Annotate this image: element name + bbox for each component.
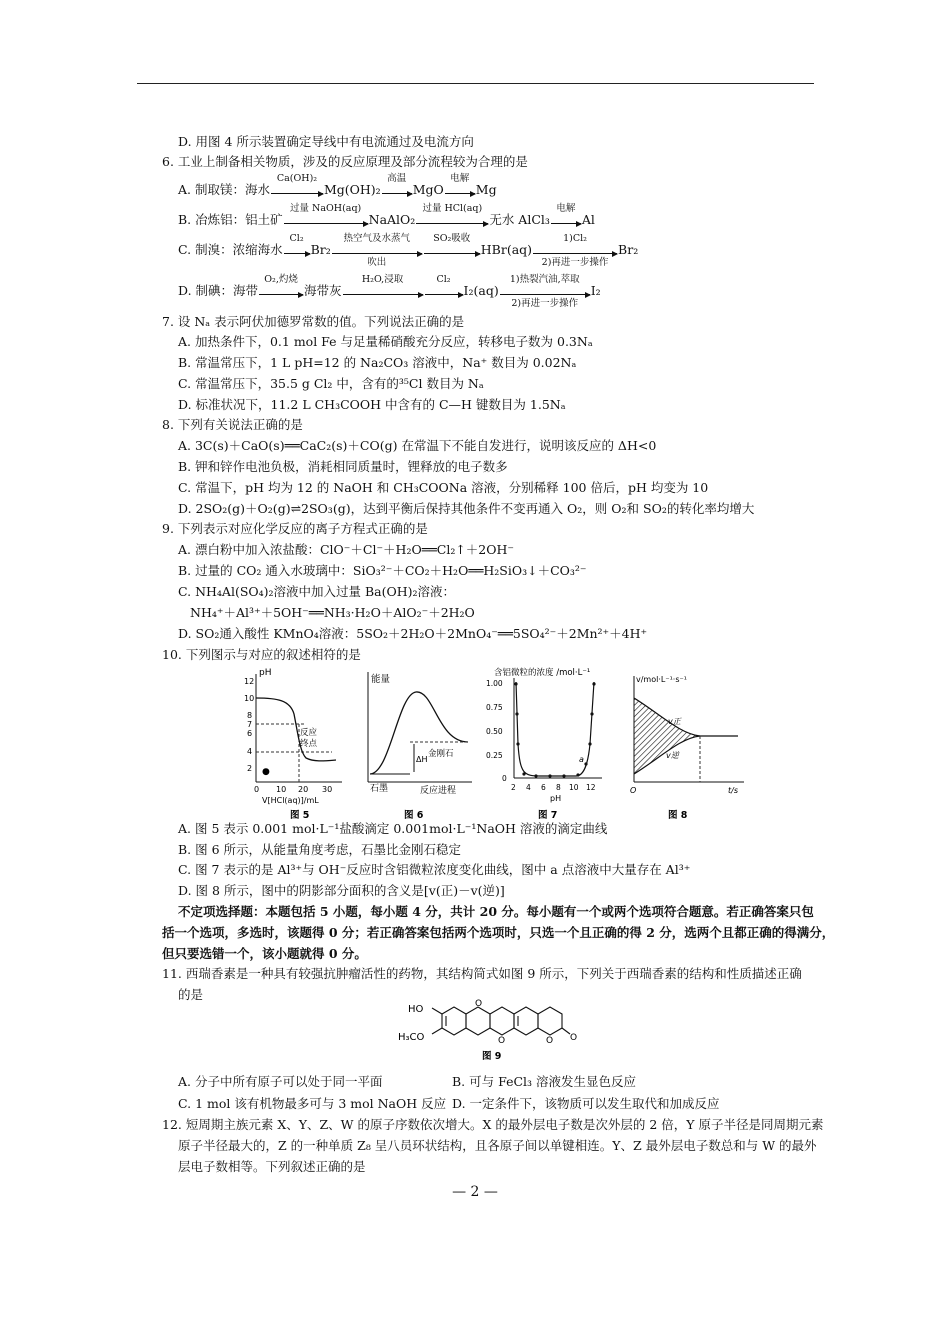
section-instructions-line3: 但只要选错一个，该小题就得 0 分。 [162, 946, 367, 961]
q11-option-a: A. 分子中所有原子可以处于同一平面 [178, 1074, 383, 1089]
figure-8 [630, 664, 750, 824]
svg-text:v正: v正 [668, 717, 681, 726]
figure-9-structure [388, 996, 588, 1068]
figure-9-caption: 图 9 [482, 1051, 502, 1062]
svg-text:10: 10 [569, 783, 579, 792]
q12-stem-line1: 12. 短周期主族元素 X、Y、Z、W 的原子序数依次增大。X 的最外层电子数是次外层的 2 倍，Y 原子半径是同周期元素 [162, 1117, 824, 1132]
svg-text:0: 0 [502, 774, 507, 783]
q6-option-a: A. 制取镁：海水 Ca(OH)₂ Mg(OH)₂ 高温 MgO 电解 Mg [178, 173, 497, 197]
svg-text:0: 0 [254, 785, 260, 794]
svg-text:0.75: 0.75 [486, 703, 503, 712]
q8-option-c: C. 常温下，pH 均为 12 的 NaOH 和 CH₃COONa 溶液，分别稀释 100 倍后，pH 均变为 10 [178, 480, 709, 495]
q11-option-d: D. 一定条件下，该物质可以发生取代和加成反应 [452, 1096, 720, 1111]
q9-option-a: A. 漂白粉中加入浓盐酸：ClO⁻＋Cl⁻＋H₂O══Cl₂↑＋2OH⁻ [178, 542, 514, 557]
figure-6 [360, 664, 480, 824]
q7-option-c: C. 常温常压下，35.5 g Cl₂ 中，含有的³⁵Cl 数目为 Nₐ [178, 376, 484, 391]
svg-text:终点: 终点 [300, 739, 318, 749]
svg-text:1.00: 1.00 [486, 679, 503, 688]
q9-option-c: C. NH₄Al(SO₄)₂溶液中加入过量 Ba(OH)₂溶液： [178, 584, 456, 599]
svg-text:图 6: 图 6 [404, 810, 424, 821]
svg-text:20: 20 [298, 785, 309, 794]
svg-text:●: ● [262, 767, 270, 777]
q10-option-d: D. 图 8 所示，图中的阴影部分面积的含义是[v(正)－v(逆)] [178, 883, 505, 898]
section-instructions-line1: 不定项选择题：本题包括 5 小题，每小题 4 分，共计 20 分。每小题有一个或两个选项符合题意。若正确答案只包 [178, 904, 814, 919]
q9-option-b: B. 过量的 CO₂ 通入水玻璃中：SiO₃²⁻＋CO₂＋H₂O══H₂SiO₃↓＋CO₃²⁻ [178, 563, 587, 578]
svg-text:反应: 反应 [300, 728, 318, 738]
q11-option-c: C. 1 mol 该有机物最多可与 3 mol NaOH 反应 [178, 1096, 447, 1111]
q5-option-d: D. 用图 4 所示装置确定导线中有电流通过及电流方向 [178, 134, 474, 149]
figure-7 [480, 664, 630, 824]
q9-option-d: D. SO₂通入酸性 KMnO₄溶液：5SO₂＋2H₂O＋2MnO₄⁻══5SO₄²⁻＋2Mn²⁺＋4H⁺ [178, 626, 648, 641]
svg-text:2: 2 [511, 783, 516, 792]
svg-text:ΔH: ΔH [416, 755, 428, 764]
svg-text:10: 10 [276, 785, 287, 794]
svg-text:石墨: 石墨 [370, 784, 389, 794]
q6-option-d: D. 制碘：海带 O₂,灼烧 海带灰 H₂O,浸取 Cl₂ I₂(aq) 1)热裂汽油,萃取 2)再进一步操作 I₂ [178, 274, 601, 309]
svg-text:4: 4 [247, 747, 253, 756]
svg-text:金刚石: 金刚石 [428, 749, 454, 759]
svg-text:7: 7 [247, 720, 253, 729]
page-number: — 2 — [452, 1184, 498, 1200]
q7-option-a: A. 加热条件下，0.1 mol Fe 与足量稀硝酸充分反应，转移电子数为 0.3Nₐ [178, 334, 593, 349]
q10-option-c: C. 图 7 表示的是 Al³⁺与 OH⁻反应时含铝微粒浓度变化曲线，图中 a 点溶液中大量存在 Al³⁺ [178, 862, 691, 877]
q6-option-c: C. 制溴：浓缩海水 Cl₂ Br₂ 热空气及水蒸气 吹出 SO₂吸收 HBr(aq) 1)Cl₂ 2)再进一步操作 Br₂ [178, 233, 639, 268]
q11-option-b: B. 可与 FeCl₃ 溶液发生显色反应 [452, 1074, 637, 1089]
svg-text:12: 12 [244, 677, 255, 686]
header-rule [137, 83, 814, 84]
figure-5 [232, 664, 352, 824]
svg-text:O: O [475, 999, 483, 1009]
svg-text:6: 6 [541, 783, 546, 792]
svg-text:O: O [546, 1036, 554, 1046]
svg-text:8: 8 [556, 783, 561, 792]
q8-stem: 8. 下列有关说法正确的是 [162, 417, 303, 432]
svg-text:a: a [579, 755, 584, 764]
svg-text:4: 4 [526, 783, 531, 792]
svg-text:0.25: 0.25 [486, 751, 503, 760]
q6-stem: 6. 工业上制备相关物质，涉及的反应原理及部分流程较为合理的是 [162, 154, 528, 169]
svg-text:能量: 能量 [371, 674, 391, 685]
q12-stem-line3: 层电子数相等。下列叙述正确的是 [178, 1159, 366, 1174]
svg-text:t/s: t/s [728, 786, 738, 795]
svg-text:0.50: 0.50 [486, 727, 503, 736]
q9-stem: 9. 下列表示对应化学反应的离子方程式正确的是 [162, 521, 428, 536]
svg-text:6: 6 [247, 729, 253, 738]
q7-stem: 7. 设 Nₐ 表示阿伏加德罗常数的值。下列说法正确的是 [162, 314, 465, 329]
svg-text:2: 2 [247, 764, 253, 773]
svg-text:8: 8 [247, 711, 253, 720]
q10-stem: 10. 下列图示与对应的叙述相符的是 [162, 647, 361, 662]
svg-text:HO: HO [408, 1004, 424, 1015]
q6-option-b: B. 冶炼铝：铝土矿 过量 NaOH(aq) NaAlO₂ 过量 HCl(aq) 无水 AlCl₃ 电解 Al [178, 203, 595, 227]
svg-text:含铝微粒的浓度 /mol·L⁻¹: 含铝微粒的浓度 /mol·L⁻¹ [494, 668, 591, 678]
fig5-caption: 图 5 [290, 810, 310, 821]
q8-option-a: A. 3C(s)＋CaO(s)══CaC₂(s)＋CO(g) 在常温下不能自发进行，说明该反应的 ΔH<0 [178, 438, 657, 453]
svg-text:30: 30 [322, 785, 333, 794]
svg-text:图 7: 图 7 [538, 810, 558, 821]
q10-option-a: A. 图 5 表示 0.001 mol·L⁻¹盐酸滴定 0.001mol·L⁻¹NaOH 溶液的滴定曲线 [178, 821, 608, 836]
q7-option-b: B. 常温常压下，1 L pH=12 的 Na₂CO₃ 溶液中，Na⁺ 数目为 0.02Nₐ [178, 355, 577, 370]
q8-option-b: B. 钾和锌作电池负极，消耗相同质量时，锂释放的电子数多 [178, 459, 508, 474]
svg-text:O: O [570, 1033, 578, 1043]
q9-option-c-equation: NH₄⁺＋Al³⁺＋5OH⁻══NH₃·H₂O＋AlO₂⁻＋2H₂O [190, 605, 475, 620]
fig5-xlabel: V[HCl(aq)]/mL [262, 796, 319, 805]
svg-text:v/mol·L⁻¹·s⁻¹: v/mol·L⁻¹·s⁻¹ [636, 675, 687, 684]
svg-text:12: 12 [586, 783, 596, 792]
svg-text:O: O [630, 786, 637, 795]
svg-text:H₃CO: H₃CO [398, 1032, 425, 1043]
svg-text:O: O [498, 1036, 506, 1046]
q11-stem-cont: 的是 [178, 987, 204, 1002]
q10-option-b: B. 图 6 所示，从能量角度考虑，石墨比金刚石稳定 [178, 842, 462, 857]
svg-text:v逆: v逆 [666, 751, 679, 760]
svg-text:pH: pH [550, 794, 562, 803]
fig5-ylabel: pH [259, 668, 272, 678]
q11-stem: 11. 西瑞香素是一种具有较强抗肿瘤活性的药物，其结构简式如图 9 所示，下列关于西瑞香素的结构和性质描述正确 [162, 966, 802, 981]
svg-text:反应进程: 反应进程 [420, 786, 457, 796]
svg-text:图 8: 图 8 [668, 810, 688, 821]
q8-option-d: D. 2SO₂(g)＋O₂(g)⇌2SO₃(g)，达到平衡后保持其他条件不变再通入 O₂，则 O₂和 SO₂的转化率均增大 [178, 501, 755, 516]
q7-option-d: D. 标准状况下，11.2 L CH₃COOH 中含有的 C—H 键数目为 1.5Nₐ [178, 397, 566, 412]
q12-stem-line2: 原子半径最大的，Z 的一种单质 Z₈ 呈八员环状结构，且各原子间以单键相连。Y、Z 最外层电子数总和与 W 的最外 [178, 1138, 817, 1153]
svg-text:10: 10 [244, 694, 255, 703]
section-instructions-line2: 括一个选项，多选时，该题得 0 分；若正确答案包括两个选项时，只选一个且正确的得 2 分，选两个且都正确的得满分， [162, 925, 835, 940]
